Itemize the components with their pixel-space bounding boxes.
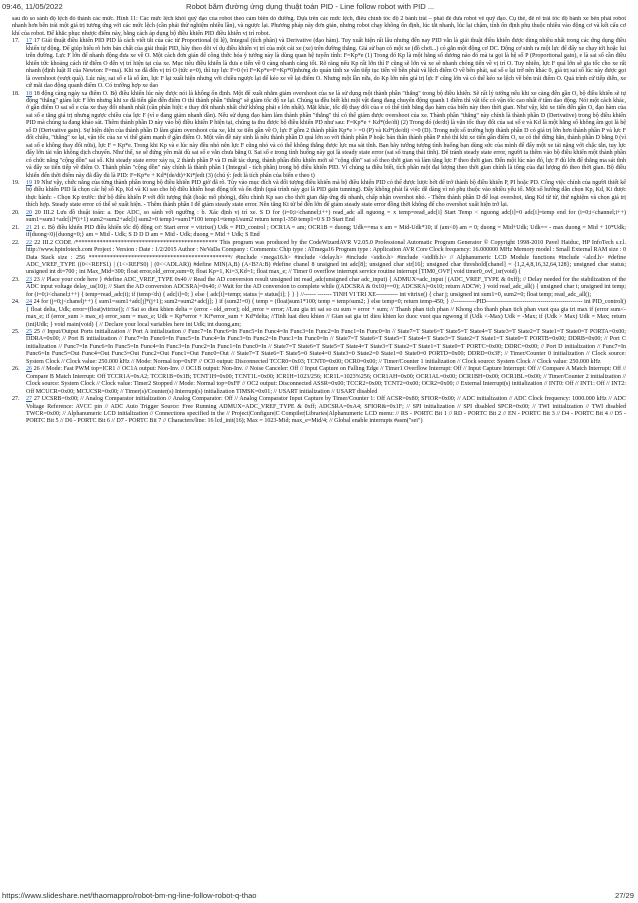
- item-text: 20 III.2 Lưu đồ thuật toán: a. Đọc ADC, so sánh với ngưỡng : b. Xác định vị trí xe. S D for (i=0;i<channel;i++) read_adc all nguong = x temp=read_adc[i] Start Temp < nguong adc[i]=0 adc[i]=temp end for (i=0;i<channel;i++) sum1=sum1+adc[i]*(i+1) sum2=sum2+adc[i] sum2=0 temp1=sum1*100 temp1=temp1/sum2 return temp1-350 temp1=0 S D Start End: [26, 209, 626, 224]
- slide-link[interactable]: 19: [26, 179, 33, 186]
- slide-link[interactable]: 18: [26, 90, 33, 97]
- slide-link[interactable]: 23: [26, 276, 33, 283]
- print-datetime: 09:46, 11/05/2022: [2, 2, 63, 11]
- print-page-title: Robot băm đường ứng dụng thuật toán PID - Line follow robot with PID ...: [186, 2, 435, 11]
- slide-link[interactable]: 17: [26, 38, 33, 45]
- item-number: 17.: [12, 38, 20, 45]
- list-item: [12, 277, 626, 299]
- item-number: 25.: [12, 329, 20, 336]
- list-item: [12, 396, 626, 426]
- slide-link[interactable]: 22: [26, 239, 33, 246]
- list-item: [12, 38, 626, 90]
- list-item: [12, 240, 626, 277]
- print-header: [0, 0, 638, 14]
- list-item: [12, 91, 626, 180]
- item-text: 24 for (j=0;j<chanelj++) { sum1=sum1+adc[j]*(j+1); sum2=sum2+adc[j]; } if (sum2!=0) { temp = (float)sum1*100; temp = temp/sum2; } else temp=0; return temp-450; } //-----------PID------------------------------------------------ int PID_control() { float delta, Udk; error=(float)vitrixe(); // Sai so dieu khien delta = (error - old_error); old_error = error; //Luu gia tri sai so cu sum = error + sum; // Thanh phan tich phan // Khong cho thanh phan tich phan vuot qua gia tri max if (error sum<-max_e; if (error_sum > max_e) error_sum = max_e; Udk = Kp*error + Ki*error_sum + Kd*delta; //Tinh luat dieu khien // Gian sat gia tri dieu khien ko duoc vuot qua ngwong if (Udk <-Max) Udk = -Max; if (Udk > Max) Udk = Max; return (int)Udk; } void main(void) { // Declare your local variables here int Udk; int duong,am;: [26, 299, 626, 328]
- list-item: [12, 329, 626, 366]
- item-text: 21 c. Bộ điều khiển PID điều khiển tốc độ động cơ: Start error = vitrixe() Udk = PID_control ; OCR1A = am; OCR1B = duong; Udk==ma x am = Mid-Udk*10; if (am<0) am = 0; duong = Mid+Udk; Udk== - max duong = Mid + 10*Udk; if(duong<0){duong=0;} am = Mid - Udk; S D D D am = Mid - Udk; duong = Mid + Udk; S End: [26, 224, 626, 239]
- page-number: 27/29: [614, 891, 634, 900]
- item-number: 24.: [12, 299, 20, 306]
- slide-link[interactable]: 24: [26, 299, 33, 306]
- item-number: 23.: [12, 276, 20, 283]
- item-number: 19.: [12, 179, 20, 186]
- item-number: 18.: [12, 90, 20, 97]
- list-item: [12, 225, 626, 240]
- item-text: 27 UCSRB=0x00; // Analog Comparator initialization // Analog Comparator: Off // Analog Comparator Input Capture by Timer/Counter 1: Off ACSR=0x80; SFIOR=0x00; // ADC initialization // ADC Clock frequency: 1000.000 kHz // ADC Voltage Reference: AVCC pin // ADC Auto Trigger Source: Free Running ADMUX=ADC_VREF_TYPE & 0xff; ADCSRA=0xA4; SFIOR&=0x1F; // SPI initialization // SPI disabled SPCR=0x00; // TWI initialization // TWI disabled TWCR=0x00; // Alphanumeric LCD initialization // Connections specified in the // Project|Configure|C Compiler|Libraries|Alphanumeric LCD menu: // RS - PORTC Bit 1 // RD - PORTC Bit 2 // EN - PORTC Bit 3 // D4 - PORTC Bit 4 // D5 - PORTC Bit 5 // D6 - PORTC Bit 6 // D7 - PORTC Bit 7 // Characters/line: 16 lcd_init(16); Max = 1023-Mid; max_e=Mid/4; // Global enable interrupts #asm("sei"): [26, 396, 626, 425]
- item-text: 19 Như vậy, chức năng của từng thành phần trong bộ điều khiển PID giờ đã rõ. Tùy vào mục đích và đối tượng điều khiển mà bộ điều khiển PID có thể được lược bớt để trở thành bộ điều khiển P, PI hoặc PD. Công việc chính của người thiết kế bộ điều khiển PID là chọn các hệ số Kp, Kd và Ki sao cho bộ điều khiển hoạt động tốt và ổn định (quá trình này gọi là PID gain tunning). Đây không phải là việc dễ dàng vì nó phụ thuộc vào nhiều yếu tố. Một số hướng dẫn chọn Kp, Kd, Ki được thực hành: - Chọn Kp trước: thử bộ điều khiển P với đối tượng thật (hoặc mô phỏng), điều chỉnh Kp sao cho thời gian đáp ứng đủ nhanh, chấp nhận overshot nhỏ. - Thêm thành phần D để loại overshot, tăng Kd từ từ, thử nghiệm và chọn giá trị thích hợp. Steady state error có thể sẽ xuất hiện. - Thêm thành phần I để giảm steady state error. Nên tăng Ki từ bé đến lớn để giảm steady state error đồng thời không để cho overshot xuất hiện trở lại.: [26, 179, 626, 209]
- item-text: 18 động càng ngày xa điểm O. Bộ điều khiển lúc này được nói là không ổn định. Một để xuất nhằm giảm overshoot của xe là sử dụng một thành phần "thắng" trong bộ điều khiển. Sẽ rất lý tưởng nếu khi xe càng đến gần O, bộ điều khiển sẽ tự động "thắng" giảm lực F lớn nhưng khi xe đã tiến gần đến điểm O thì thành phần "thắng" sẽ giảm tốc độ xe lại. Chúng ta đều biết khi một vật đang đang chuyển động quanh 1 điểm thì vật tốc có vận tốc cao nhất ở tâm dao động. Nói một cách khác, ở gần điểm O sai số e của xe thay đổi nhanh nhất (cần phân biệt: e thay đổi nhanh nhất chứ không phải e lớn nhất). Mặt khác, tốc độ thay đổi của e có thể tính bằng đạo hàm của biến này theo thời gian. Như vậy, khi xe tiến đến gần O, đạo hàm của sai số e tăng giá trị nhưng ngược chiều của lực F (vì e đang giảm nhanh dần). Nếu sử dụng đạo hàm làm thành phần "thắng" thì có thể giảm được overshoot của xe. Thành phần "thắng" này chính là thành phần D (Derivative) trong bộ điều khiển PID mà chúng ta đang khảo sát. Thêm thành phần D này vào bộ điều khiển P hiện tại, chúng ta thu được bộ điều khiển PD như sau: F=Kp*e + Kd*(de/dt) (2) Trong đó (de/dt) là vận tốc thay đổi của sai số e và Kd là một hằng số không âm gọi là hệ số D (Derivative gain). Sự hiện diện của thành phần D làm giảm overshoot của xe, khi xe tiến gần về O, lực F gồm 2 thành phần Kp*e > =0 (P) và Kd*(de/dt) <=0 (D). Trong một số trường hợp thành phần D có giá trị lớn hơn thành phần P và lực F đổi chiều, "thắng" xe lại, vận tốc của xe vì thế giảm mạnh ở gần điểm O. Một vấn đề nảy sinh là nếu thành phần D quá lớn so với thành phần P hoặc bản thân thành phần P nhỏ thì khi xe tiến gần điểm O, xe có thể dừng hẳn, thành phần D bằng 0 (vì sai số e không thay đổi nữa), lực F = Kp*e. Trong khi Kp và e lúc này đều nhỏ nên lực F cũng nhỏ và có thể không thắng được lực ma sát tĩnh. Bạn hãy tưởng tượng tình huống bạn dùng sức của mình để đẩy một xe tải nặng với chặc tắn, tuy lực đẩy lớn tải vẫn không dịch chuyển. Như thế, xe sẽ đứng yên mãi dù sai số e vẫn chưa bằng 0. Sai số e trong tình huống này gọi là steady state error (sai số trạng thái tĩnh). Để tránh steady state error, người ta thêm vào bộ điều khiển một thành phần có chức năng "cộng dồn" sai số. Khi steady state error xảy ra, 2 thành phần P và D mất tác dụng, thành phần điều khiển mới sẽ "cộng dồn" sai số theo thời gian và làm tăng lực F theo thời gian. Đến một lúc nào đó, lực F đủ lớn để thắng ma sát tĩnh và đẩy xe tiến tiếp về điểm O. Thành phần "cộng dồn" này chính là thành phần I (Integral - tích phân) trong bộ điều khiển PID. Vì chúng ta điều biết, tích phân một đại lượng theo thời gian chính là tổng của đại lượng đó theo thời gian. Bộ điều khiển đến thời điểm này đã đầy đủ là PID: F=Kp*e + Kd*(de/dt)+Ki*∫edt (3) (chú ý: ∫edt là tích phân của biến e theo t): [26, 90, 626, 179]
- slide-link[interactable]: 20: [26, 209, 33, 216]
- list-item: [12, 299, 626, 329]
- item-number: 21.: [12, 224, 20, 231]
- intro-paragraph: sau đó so sánh độ lệch đó thành các mức. Hình 11: Các mức lệch khỏi quỹ đạo của robot theo cảm biến dò đường. Dựa trên các mức lệch, điều chỉnh tốc độ 2 bánh trái – phải để đưa robot về quỹ đạo. Cụ thể, để rẽ trái tốc độ bánh xe bên phải robot nhanh hơn bên trái một giá trị tương ứng với các mức lệch (cần phải thử nghiệm nhiều lần), và ngược lại. Phương pháp này đơn giản, nhưng robot chạy không ổn định, lúc tắt nhanh, lúc lại chậm, tính ổn định phụ thuộc nhiều vào động cơ và kết cấu cơ khí của robot. Để khắc phục nhược điểm này, bằng cách áp dụng bộ điều khiển PID điều khiển vị trí robot.: [12, 16, 626, 37]
- slide-link[interactable]: 21: [26, 224, 33, 231]
- list-item: [12, 366, 626, 396]
- item-number: 22.: [12, 239, 20, 246]
- item-text: 17 Giải thuật điều khiển PID PID là cách viết tắt của các từ Proportional (tỉ lệ), Integral (tích phân) và Derivative (đạo hàm). Tuy xuất hiện rất lâu nhưng đến nay PID vẫn là giải thuật điều khiển được dùng nhiều nhất trong các ứng dụng điều khiển tự động. Để giúp hiểu rõ hơn bản chất của giải thuật PID, hãy theo dõi ví dụ điều khiển vị trí của một cái xe (xe) trên đường thẳng. Giả sử bạn có một xe (đồ chơi...) có gắn một động cơ DC. Động cơ sinh ra một lực để đẩy xe chạy tới hoặc lui trên đường. Lực F lớn để nhanh động đưa xe về O. Một cách đơn giản để công thức hóa ý tưởng này là dùng quan hệ tuyến tính: F=Kp*e (1) Trong đó Kp là một hằng số dương nào đó mà ta gọi là hệ số P (Proportional gain), e là sai số cần điều khiển tức khoảng cách từ điểm O đến vị trí hiện tại của xe. Mục tiêu điều khiển là đưa e tiến về 0 càng nhanh càng tốt. Rõ ràng nếu Kp rất lớn thì F cũng sẽ lớn và xe sẽ nhanh chóng tiến về vị trí O. Tuy nhiên, lực F quá lớn sẽ gia tốc cho xe rất nhanh (định luật II của Newton: F=ma). Khi xe đã đến vị trí O (tức e=0), thì tuy lực F=0 (vì F=Kp*e=F=Kp*0)nhưng do quán tính xe vẫn tiếp tục tiến về bên phải và lệch điểm O về bên phải, sai số e lại trở nên khác 0, giá trị sai số lúc này được gọi là overshoot (vượt quá). Lúc này, sai số e là số âm, lực F lại xuất hiện nhưng với chiều ngược lại để kéo xe về lại điểm O. Nhưng một lần nữa, do Kp lớn nên giá trị lực F cũng lớn và có thể kéo xe lệch về bên trái điểm O. Quá trình cứ tiếp diễn, xe cứ mãi dao động quanh điểm O. Có trường hợp xe dao: [26, 38, 626, 90]
- item-text: 23 // Place your code here } #define ADC_VREF_TYPE 0x40 // Read the AD conversion result unsigned int read_adc(unsigned char adc_input) { ADMUX=adc_input | (ADC_VREF_TYPE & 0xff); // Delay needed for the stabilization of the ADC input voltage delay_us(10); // Start the AD conversion ADCSRA|=0x40; // Wait for the AD conversion to complete while ((ADCSRA & 0x10)==0); ADCSRA|=0x10; return ADCW; } void read_adc_all() { unsigned char i; unsigned int temp; for (i=0;i<chanel;i++) { temp=read_adc(i); if (temp<th) { adc[i]=0; } else { adc[i]=temp; status |= status[i]; } } } //------ ------- TINH VI TRI XE----------- int vitrixe() { char j; unsigned int sum1=0, sum2=0; float temp; read_adc_all();: [26, 276, 626, 298]
- slide-link[interactable]: 25: [26, 329, 33, 336]
- numbered-list: [12, 38, 626, 426]
- document-body: [12, 16, 626, 876]
- item-number: 26.: [12, 366, 20, 373]
- print-footer: [0, 889, 638, 903]
- item-number: 20.: [12, 209, 20, 216]
- list-item: [12, 180, 626, 210]
- item-text: 26 // Mode: Fast PWM top=ICR1 // OC1A output: Non-Inv. // OC1B output: Non-Inv. // Noise Canceler: Off // Input Capture on Falling Edge // Timer1 Overflow Interrupt: Off // Input Capture Interrupt: Off // Compare A Match Interrupt: Off // Compare B Match Interrupt: Off TCCR1A=0xA2; TCCR1B=0x1B; TCNT1H=0x00; TCNT1L=0x00; ICR1H=1023/256; ICR1L=1023%256; OCR1AH=0x00; OCR1AL=0x00; OCR1BH=0x00; OCR1BL=0x00; // Timer/Counter 2 initialization // Clock source: System Clock // Clock value: Timer2 Stopped // Mode: Normal top=0xFF // OC2 output: Disconnected ASSR=0x00; TCCR2=0x00; TCNT2=0x00; OCR2=0x00; // External Interrupt(s) initialization // INT0: Off // INT1: Off // INT2: Off MCUCR=0x00; MCUCSR=0x00; // Timer(s)/Counter(s) Interrupt(s) initialization TIMSK=0x01; // USART initialization // USART disabled: [26, 366, 626, 395]
- slide-link[interactable]: 27: [26, 396, 33, 403]
- item-text: 25 // Input/Output Ports initialization // Port A initialization // Func7=In Func6=In Func5=In Func4=In Func3=In Func2=In Func1=In Func0=In // State7=T State6=T State5=T State4=T State3=T State2=T State1=T State0=T PORTA=0x00; DDRA=0x00; // Port B initialization // Func7=In Func6=In Func5=In Func4=In Func3=In Func2=In Func1=In Func0=In // State7=T State6=T State5=T State4=T State3=T State2=T State1=T State0=T PORTB=0x00; DDRB=0x00; // Port C initialization // Func7=In Func6=In Func5=In Func4=In Func3=In Func2=In Func1=In Func0=In // State7=T State6=T State5=T State4=T State3=T State2=T State1=T State0=T PORTC=0x00; DDRC=0x00; // Port D initialization // Func7=In Func6=In Func5=Out Func4=Out Func3=Out Func2=Out Func1=Out Func0=Out // State7=T State6=T State5=0 State4=0 State3=0 State2=0 State1=0 State0=0 PORTD=0x00; DDRD=0x3F; // Timer/Counter 0 initialization // Clock source: System Clock // Clock value: 250.000 kHz // Mode: Normal top=0xFF // OC0 output: Disconnected TCCR0=0x03; TCNT0=0x00; OCR0=0x00; // Timer/Counter 1 initialization // Clock source: System Clock // Clock value: 250.000 kHz: [26, 329, 626, 365]
- slide-link[interactable]: 26: [26, 366, 33, 373]
- print-url[interactable]: https://www.slideshare.net/thaomappro/robot-bm-ng-line-follow-robot-q-thao: [2, 891, 257, 900]
- list-item: [12, 210, 626, 225]
- item-number: 27.: [12, 396, 20, 403]
- item-text: 22 III.2 CODE /*********************************************** This program was produced by the CodeWizardAVR V2.05.0 Professional Automatic Program Generator © Copyright 1998-2010 Pavel Haiduc, HP InfoTech s.r.l. http://www.hpinfotech.com Project : Version : Date : 1/2/2015 Author : NeVaDa Company : Comments: Chip type : ATmega16 Program type : Application AVR Core Clock frequency: 16.000000 MHz Memory model : Small External RAM size : 0 Data Stack size : 256 ***********************************************/ #include <mega16.h> #include <delay.h> #include <stdio.h> #include <stdlib.h> // Alphanumeric LCD Module functions #include <alcd.h> #define ADC_VREF_TYPE ((0<<REFS1) | (1<<REFS0) | (0<<ADLAR)) #define MIN(A,B) (A<B?A:B) #define chanel 8 unsigned int adc[8]; unsigned char str[16]; unsigned char threshold[chanel] = {1,2,4,8,16,32,64,128}; unsigned char status; unsigned int dt=700 ; int Max_Mid=300; float error,old_error,sum=0; float Kp=1, Ki=3,Kd=1; float max_e; // Timer 0 overflow interrupt service routine interrupt [TIM0_OVF] void timer0_ovf_isr(void) {: [26, 239, 626, 276]
